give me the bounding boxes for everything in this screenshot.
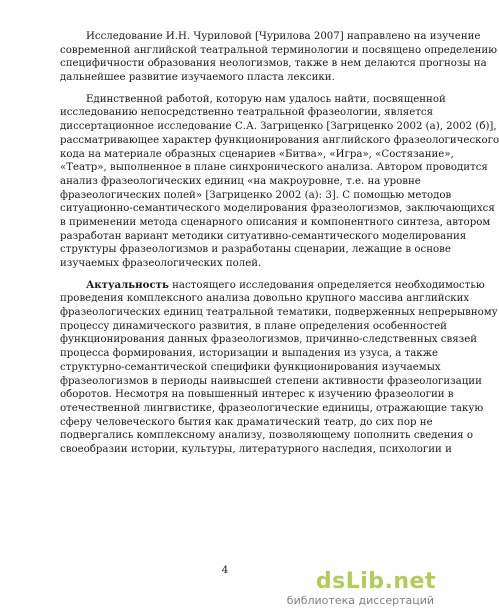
text-line: оборотов. Несмотря на повышенный интерес к изучению фразеологии в <box>60 389 454 401</box>
bold-term: Актуальность <box>86 278 169 291</box>
text-line: Единственной работой, которую нам удалось найти, посвященной <box>86 93 446 105</box>
text-line: специфичности образования неологизмов, также в нем делаются прогнозы на <box>60 58 487 70</box>
text-line: исследованию непосредственно театральной фразеологии, является <box>60 107 434 119</box>
paragraph-2 <box>60 93 499 271</box>
text-line: фразеологизмов в периоды наивысшей степени активности фразеологизации <box>60 375 482 387</box>
paragraph-1 <box>60 30 498 85</box>
text-line: ситуационно-семантического моделирования фразеологизмов, заключающихся <box>60 203 495 215</box>
text-line: анализ фразеологических единиц «на макроуровне, т.е. на уровне <box>60 175 421 187</box>
watermark-logo: dsLib.net <box>315 569 436 594</box>
text-line: диссертационное исследование С.А. Загриценко [Загриценко 2002 (а), 2002 (б)], <box>60 121 497 133</box>
text-line: фразеологических полей» [Загриценко 2002 (а): 3]. С помощью методов <box>60 189 452 201</box>
text-run: настоящего исследования определяется необходимостью <box>168 279 485 291</box>
text-line: «Театр», выполненное в плане синхронического анализа. Автором проводится <box>60 162 488 174</box>
text-line: функционирования данных фразеологизмов, причинно-следственных связей <box>60 334 478 346</box>
text-line: изучаемых фразеологических полей. <box>60 258 262 269</box>
document-body <box>60 30 499 457</box>
page-number: 4 <box>221 564 229 576</box>
text-line: Исследование И.Н. Чуриловой [Чурилова 2007] направлено на изучение <box>86 31 481 42</box>
paragraph-spacer <box>60 271 412 279</box>
text-line: в применении метода сценарного описания и компонентного синтеза, автором <box>60 216 491 228</box>
watermark-subtitle: библиотека диссертаций <box>286 594 434 607</box>
watermark <box>251 569 436 607</box>
text-line: проведения комплексного анализа довольно крупного массива английских <box>60 293 470 305</box>
text-line: структурно-семантической специфики функционирования изучаемых <box>60 361 441 373</box>
paragraph-3 <box>60 278 498 457</box>
text-line-with-lead <box>60 278 485 293</box>
text-line: фразеологических единиц театральной тематики, подверженных непрерывному <box>60 307 498 319</box>
paragraph-spacer <box>60 85 412 93</box>
text-line: подвергались комплексному анализу, позволяющему пополнить сведения о <box>60 430 473 442</box>
text-line: разработан вариант методики ситуативно-семантического моделирования <box>60 230 467 242</box>
text-line: процесса формирования, историзации и выпадения из узуса, а также <box>60 348 439 360</box>
text-line: рассматривающее характер функционирования английского фразеологического <box>60 134 499 146</box>
text-line: современной английской театральной терминологии и посвящено определению <box>60 44 498 56</box>
text-line: процессу динамического развития, в плане определения особенностей <box>60 320 447 332</box>
text-line: своеобразии истории, культуры, литературного наследия, психологии и <box>60 443 452 455</box>
text-line: кода на материале образных сценариев «Битва», «Игра», «Состязание», <box>60 148 454 160</box>
text-line: дальнейшее развитие изучаемого пласта лексики. <box>60 72 335 84</box>
text-line: структуры фразеологизмов и разработаны сценарии, лежащие в основе <box>60 244 451 256</box>
text-line: отечественной лингвистике, фразеологические единицы, отражающие такую <box>60 402 484 414</box>
text-line: сферу человеческого бытия как драматический театр, до сих пор не <box>60 416 433 428</box>
